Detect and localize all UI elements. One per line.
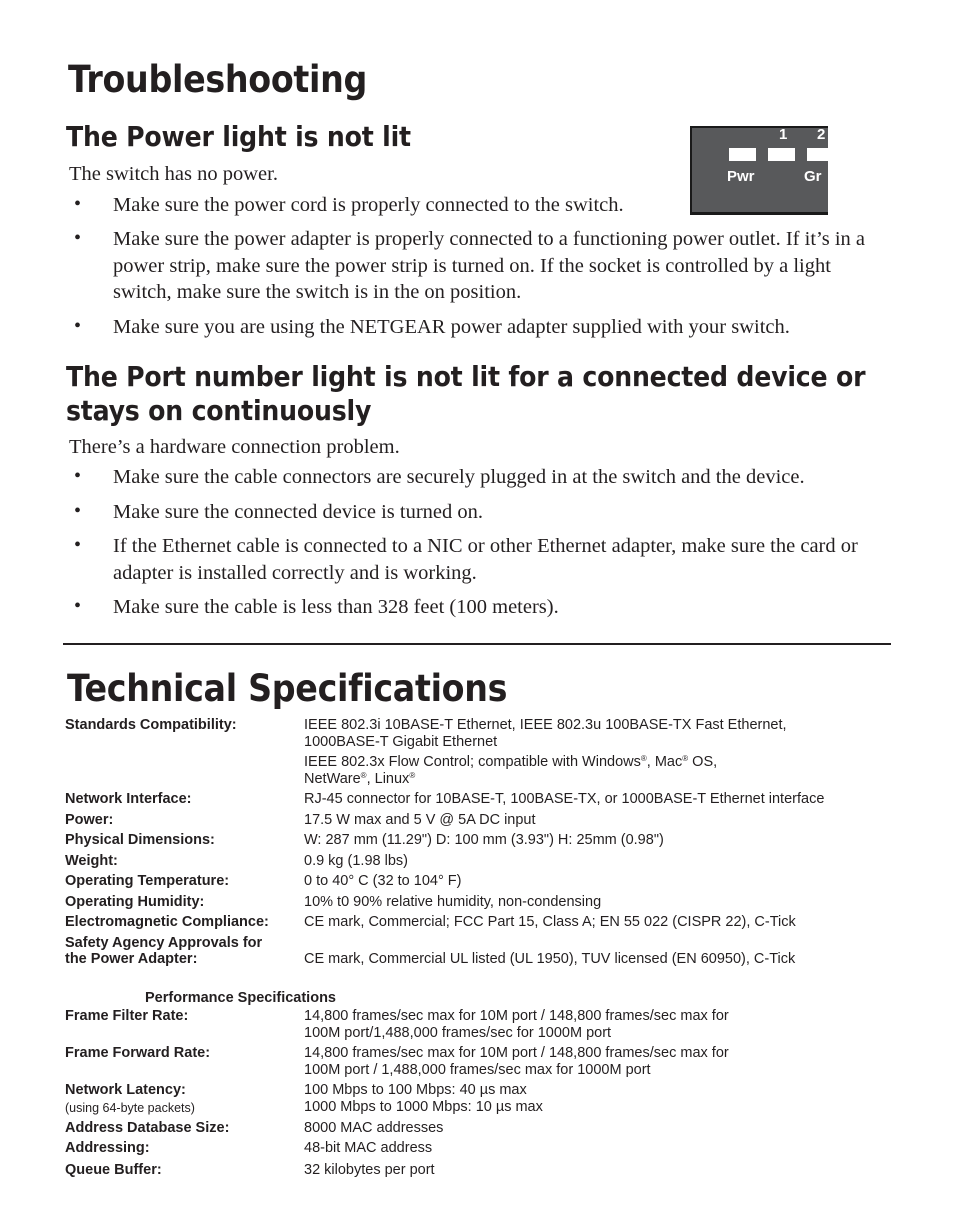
spec-label-dimensions: Physical Dimensions: [65,832,215,848]
power-bullet-1: Make sure the power cord is properly connected to the switch. [113,194,624,216]
bullet-marker: • [74,595,82,617]
spec-value-emc: CE mark, Commercial; FCC Part 15, Class A; EN 55 022 (CISPR 22), C-Tick [304,914,796,930]
flow-text-b: , Mac [646,754,683,770]
power-bullet-3: Make sure you are using the NETGEAR power adapter supplied with your switch. [113,316,790,338]
spec-label-weight: Weight: [65,853,118,869]
bullet-marker: • [74,465,82,487]
spec-value-standards-1: IEEE 802.3i 10BASE-T Ethernet, IEEE 802.3u 100BASE-TX Fast Ethernet, [304,717,787,733]
power-intro: The switch has no power. [69,163,278,185]
spec-value-network-interface: RJ-45 connector for 10BASE-T, 100BASE-TX, or 1000BASE-T Ethernet interface [304,791,825,807]
spec-value-flow-line1 [304,754,717,771]
spec-value-queue-buffer: 32 kilobytes per port [304,1162,435,1178]
spec-label-power: Power: [65,812,114,828]
registered-mark: ® [409,771,416,780]
spec-value-op-temp: 0 to 40° C (32 to 104° F) [304,873,462,889]
spec-label-address-db: Address Database Size: [65,1120,230,1136]
spec-value-forward-2: 100M port / 1,488,000 frames/sec max for 1000M port [304,1062,651,1078]
green-label: Gr [804,168,822,185]
registered-mark: ® [360,771,367,780]
spec-label-queue-buffer: Queue Buffer: [65,1162,162,1178]
port-bullet-2: Make sure the connected device is turned on. [113,501,484,523]
port-light-heading-line2: stays on continuously [66,394,372,427]
spec-value-standards-2: 1000BASE-T Gigabit Ethernet [304,734,498,750]
registered-mark: ® [682,754,689,763]
port-intro: There’s a hardware connection problem. [69,436,400,458]
port-light-heading-line1: The Port number light is not lit for a connected device or [66,360,866,393]
spec-value-latency-2: 1000 Mbps to 1000 Mbps: 10 µs max [304,1099,543,1115]
bullet-marker: • [74,315,82,337]
spec-value-op-humidity: 10% t0 90% relative humidity, non-condensing [304,894,602,910]
spec-value-flow-line2 [304,771,415,788]
specs-title: Technical Specifications [67,667,508,710]
spec-value-filter-1: 14,800 frames/sec max for 10M port / 148,800 frames/sec max for [304,1008,729,1024]
port-bullet-4: Make sure the cable is less than 328 feet (100 meters). [113,596,559,618]
spec-value-latency-1: 100 Mbps to 100 Mbps: 40 µs max [304,1082,527,1098]
spec-value-weight: 0.9 kg (1.98 lbs) [304,853,408,869]
spec-label-latency: Network Latency: [65,1082,186,1098]
spec-value-addressing: 48-bit MAC address [304,1140,433,1156]
power-bullet-2: Make sure the power adapter is properly connected to a functioning power outlet. If it’s in a power strip, make sure the power strip is turned on. If the socket is controlled by a light switch, make sure the switch is in the on position. [113,228,865,303]
flow-text-c: OS, [688,754,718,770]
spec-value-safety: CE mark, Commercial UL listed (UL 1950), TUV licensed (EN 60950), C-Tick [304,951,796,967]
port-2-led [807,148,828,161]
port-number-1: 1 [779,126,788,143]
registered-mark: ® [640,754,647,763]
spec-value-address-db: 8000 MAC addresses [304,1120,444,1136]
performance-heading: Performance Specifications [145,990,336,1006]
spec-label-safety-1: Safety Agency Approvals for [65,935,263,951]
power-led [729,148,756,161]
troubleshooting-title: Troubleshooting [68,58,368,101]
flow-text-netware: NetWare [304,771,361,787]
spec-value-filter-2: 100M port/1,488,000 frames/sec for 1000M port [304,1025,612,1041]
spec-label-safety-2: the Power Adapter: [65,951,198,967]
spec-label-standards: Standards Compatibility: [65,717,237,733]
bullet-marker: • [74,193,82,215]
spec-label-filter-rate: Frame Filter Rate: [65,1008,189,1024]
port-bullet-1: Make sure the cable connectors are securely plugged in at the switch and the device. [113,466,805,488]
flow-text-a: IEEE 802.3x Flow Control; compatible with Windows [304,754,641,770]
spec-label-emc: Electromagnetic Compliance: [65,914,269,930]
bullet-marker: • [74,500,82,522]
spec-label-op-temp: Operating Temperature: [65,873,230,889]
spec-label-forward-rate: Frame Forward Rate: [65,1045,211,1061]
pwr-label: Pwr [727,168,755,185]
port-bullet-3: If the Ethernet cable is connected to a NIC or other Ethernet adapter, make sure the card or adapter is installed correctly and is working. [113,535,858,584]
spec-value-forward-1: 14,800 frames/sec max for 10M port / 148,800 frames/sec max for [304,1045,729,1061]
spec-label-network-interface: Network Interface: [65,791,192,807]
port-number-2: 2 [817,126,826,143]
spec-value-dimensions: W: 287 mm (11.29") D: 100 mm (3.93") H: 25mm (0.98") [304,832,664,848]
spec-label-latency-note: (using 64-byte packets) [65,1101,195,1115]
spec-label-op-humidity: Operating Humidity: [65,894,205,910]
bullet-marker: • [74,534,82,556]
spec-value-power: 17.5 W max and 5 V @ 5A DC input [304,812,536,828]
bullet-marker: • [74,227,82,249]
section-divider [63,643,891,645]
flow-text-linux: , Linux [366,771,410,787]
power-light-heading: The Power light is not lit [66,120,411,153]
spec-label-addressing: Addressing: [65,1140,150,1156]
port-1-led [768,148,795,161]
